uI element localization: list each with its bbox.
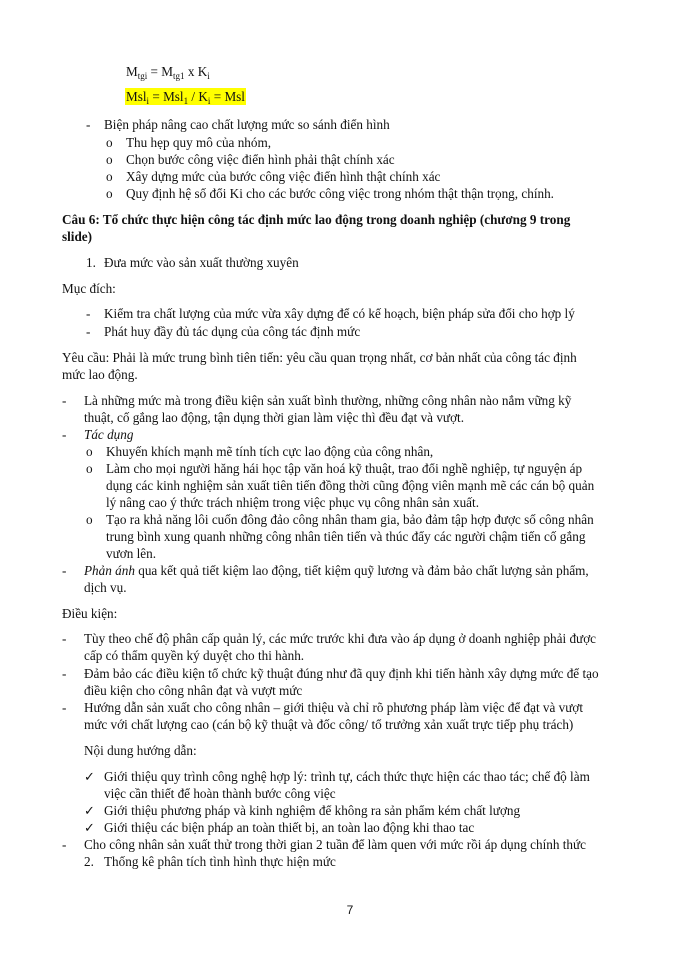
dash-bullet: - (86, 117, 91, 132)
formula-mtgi: $M_{tgi} = M_{tg1}$ x $K_i$ (126, 64, 210, 81)
circle-bullet: o (86, 461, 93, 476)
circle-bullet: o (106, 135, 113, 150)
circle-bullet: o (86, 512, 93, 527)
dash-bullet: - (62, 837, 67, 852)
step-number: 1. (86, 255, 96, 270)
effect-item-line2: trung bình xung quanh những công nhân tiên tiến và thúc đẩy các người chậm tiến cố gắng (106, 529, 586, 544)
guidance-item-line1: Giới thiệu quy trình công nghệ hợp lý: trình tự, cách thức thực hiện các thao tác; chế độ làm (104, 769, 590, 784)
measure-item: Xây dựng mức của bước công việc điển hình thật chính xác (126, 169, 441, 184)
step-number: 2. (84, 854, 94, 869)
requirement-line2: mức lao động. (62, 367, 138, 382)
circle-bullet: o (86, 444, 93, 459)
condition-line2: điều kiện cho công nhân đạt và vượt mức (84, 683, 303, 698)
check-icon: ✓ (84, 769, 96, 784)
guidance-item: Giới thiệu phương pháp và kinh nghiệm để không ra sản phẩm kém chất lượng (104, 803, 521, 818)
guidance-item: Giới thiệu các biện pháp an toàn thiết bị, an toàn lao động khi thao tac (104, 820, 475, 835)
guidance-heading: Nội dung hướng dẫn: (84, 743, 197, 758)
purpose-heading: Mục đích: (62, 281, 116, 296)
definition-line1: Là những mức mà trong điều kiện sản xuất bình thường, những công nhân nào nắm vững kỹ (84, 393, 572, 408)
condition-line2: cấp có thẩm quyền ký duyệt cho thi hành. (84, 648, 305, 663)
question-heading-line1: Câu 6: Tổ chức thực hiện công tác định mức lao động trong doanh nghiệp (chương 9 trong (62, 212, 571, 227)
measure-item: Thu hẹp quy mô của nhóm, (126, 135, 272, 150)
formula-msl-highlighted: $Msl_i = Msl_1 / K_i$ = Msl (126, 89, 245, 106)
purpose-item: Phát huy đầy đủ tác dụng của công tác định mức (104, 324, 361, 339)
dash-bullet: - (62, 563, 67, 578)
dash-bullet: - (86, 324, 91, 339)
requirement-line1: Yêu cầu: Phải là mức trung bình tiên tiến: yêu cầu quan trọng nhất, cơ bản nhất của công tác định (62, 350, 577, 365)
circle-bullet: o (106, 169, 113, 184)
purpose-item: Kiểm tra chất lượng của mức vừa xây dựng để có kế hoạch, biện pháp sửa đổi cho hợp lý (104, 306, 575, 321)
definition-line2: thuật, cố gắng lao động, tận dụng thời gian làm việc thì đều đạt và vượt. (84, 410, 465, 425)
effect-item-line3: vươn lên. (106, 546, 157, 561)
reflection-line1: Phản ánh qua kết quả tiết kiệm lao động, tiết kiệm quỹ lương và đảm bảo chất lượng sản phẩm, (84, 563, 589, 578)
effects-heading: Tác dụng (84, 427, 134, 442)
effect-item-line1: Tạo ra khả năng lôi cuốn đông đảo công nhân tham gia, bảo đảm tập hợp được số công nhân (106, 512, 594, 527)
check-icon: ✓ (84, 820, 96, 835)
condition-line1: Tùy theo chế độ phân cấp quản lý, các mức trước khi đưa vào áp dụng ở doanh nghiệp phải được (84, 631, 597, 646)
question-heading-line2: slide) (62, 229, 93, 244)
measure-item: Quy định hệ số đổi Ki cho các bước công việc trong nhóm thật thận trọng, chính. (126, 186, 554, 201)
dash-bullet: - (62, 393, 67, 408)
condition-line1: Đảm bảo các điều kiện tổ chức kỹ thuật đúng như đã quy định khi tiến hành xây dựng mức để tạo (84, 666, 599, 681)
effect-item-line1: Làm cho mọi người hăng hái học tập văn hoá kỹ thuật, trao đổi nghề nghiệp, tự nguyện áp (106, 461, 583, 476)
effect-item-line2: dụng các kinh nghiệm sản xuất tiên tiến đồng thời cũng động viên mạnh mẽ các cán bộ quản (106, 478, 595, 493)
dash-bullet: - (62, 700, 67, 715)
dash-bullet: - (62, 666, 67, 681)
conditions-heading: Điều kiện: (62, 606, 118, 621)
measure-item: Chọn bước công việc điển hình phải thật chính xác (126, 152, 395, 167)
page-number: 7 (346, 903, 354, 917)
circle-bullet: o (106, 152, 113, 167)
effect-item-line3: lý nâng cao ý thức trách nhiệm trong việc phục vụ công nhân sản xuất. (106, 495, 479, 510)
dash-bullet: - (62, 631, 67, 646)
guidance-item-line2: việc cần thiết để hoàn thành bước công việc (104, 786, 336, 801)
circle-bullet: o (106, 186, 113, 201)
step-text: Thống kê phân tích tình hình thực hiện mức (104, 854, 336, 869)
condition-line2: mức với chất lượng cao (cán bộ kỹ thuật và đốc công/ tổ trưởng xản xuất trực tiếp phụ trách) (84, 717, 574, 732)
condition-line1: Hướng dẫn sản xuất cho công nhân – giới thiệu và chỉ rõ phương pháp làm việc để đạt và vượt (84, 700, 584, 715)
step-text: Đưa mức vào sản xuất thường xuyên (104, 255, 299, 270)
reflection-line2: dịch vụ. (84, 580, 127, 595)
measures-title: Biện pháp nâng cao chất lượng mức so sánh điển hình (104, 117, 390, 132)
dash-bullet: - (62, 427, 67, 442)
trial-production-item: Cho công nhân sản xuất thử trong thời gian 2 tuần để làm quen với mức rồi áp dụng chính thức (84, 837, 586, 852)
effect-item: Khuyến khích mạnh mẽ tính tích cực lao động của công nhân, (106, 444, 434, 459)
dash-bullet: - (86, 306, 91, 321)
check-icon: ✓ (84, 803, 96, 818)
